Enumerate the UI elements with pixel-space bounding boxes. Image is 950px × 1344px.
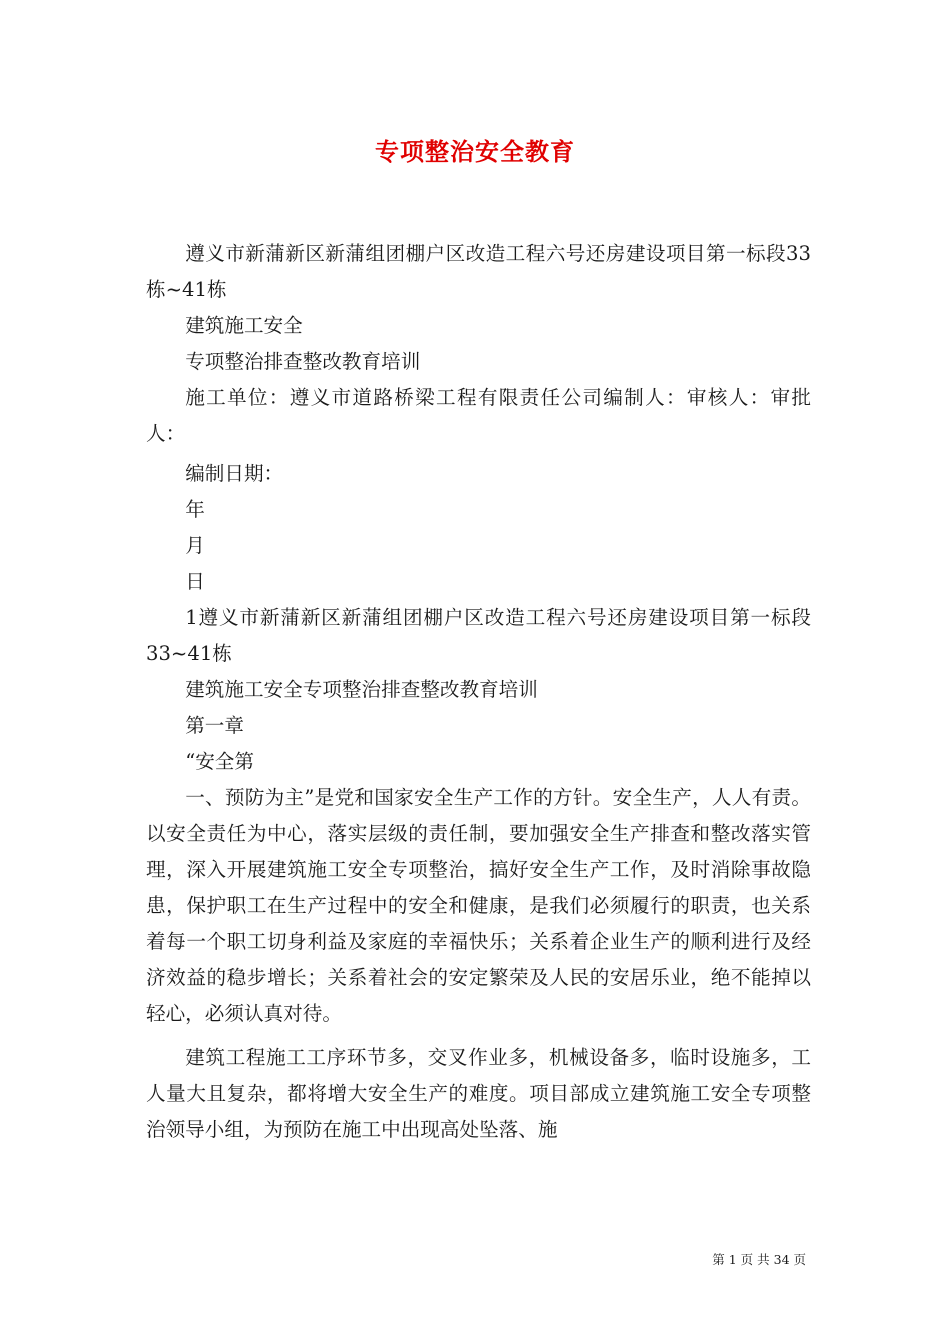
paragraph-subtitle-safety: 建筑施工安全 [185,314,303,337]
paragraph-safety-first: “安全第 [185,750,254,773]
paragraph-prevention-policy: 一、预防为主”是党和国家安全生产工作的方针。安全生产，人人有责。以安全责任为中心，落实层级的责任制，要加强安全生产排查和整改落实管理，深入开展建筑施工安全专项整治，搞好安全生产工作，及时消除事故隐患，保护职工在生产过程中的安全和健康，是我们必须履行的职责，也关系着每一个职工切身利益及家庭的幸福快乐；关系着企业生产的顺利进行及经济效益的稳步增长；关系着社会的安定繁荣及人民的安居乐业，绝不能掉以轻心，必须认真对待。 [146,786,811,1025]
document-title: 专项整治安全教育 [375,137,575,166]
paragraph-training-title: 建筑施工安全专项整治排查整改教育培训 [185,678,538,701]
paragraph-construction-complexity: 建筑工程施工工序环节多，交叉作业多，机械设备多，临时设施多，工人量大且复杂，都将增大安全生产的难度。项目部成立建筑施工安全专项整治领导小组，为预防在施工中出现高处坠落、施 [146,1046,811,1141]
paragraph-chapter-one: 第一章 [185,714,244,737]
paragraph-day: 日 [185,570,205,593]
paragraph-subtitle-training: 专项整治排查整改教育培训 [185,350,421,373]
paragraph-year: 年 [185,498,205,521]
paragraph-month: 月 [185,534,205,557]
document-body [146,236,811,1148]
page-number-footer: 第 1 页 共 34 页 [712,1252,806,1267]
paragraph-compile-date: 编制日期： [185,462,284,485]
paragraph-construction-unit: 施工单位：遵义市道路桥梁工程有限责任公司编制人：审核人：审批人： [146,386,811,445]
paragraph-project-name-repeat: 1遵义市新蒲新区新蒲组团棚户区改造工程六号还房建设项目第一标段33~41栋 [146,606,811,665]
paragraph-project-name: 遵义市新蒲新区新蒲组团棚户区改造工程六号还房建设项目第一标段33栋~41栋 [146,242,811,301]
